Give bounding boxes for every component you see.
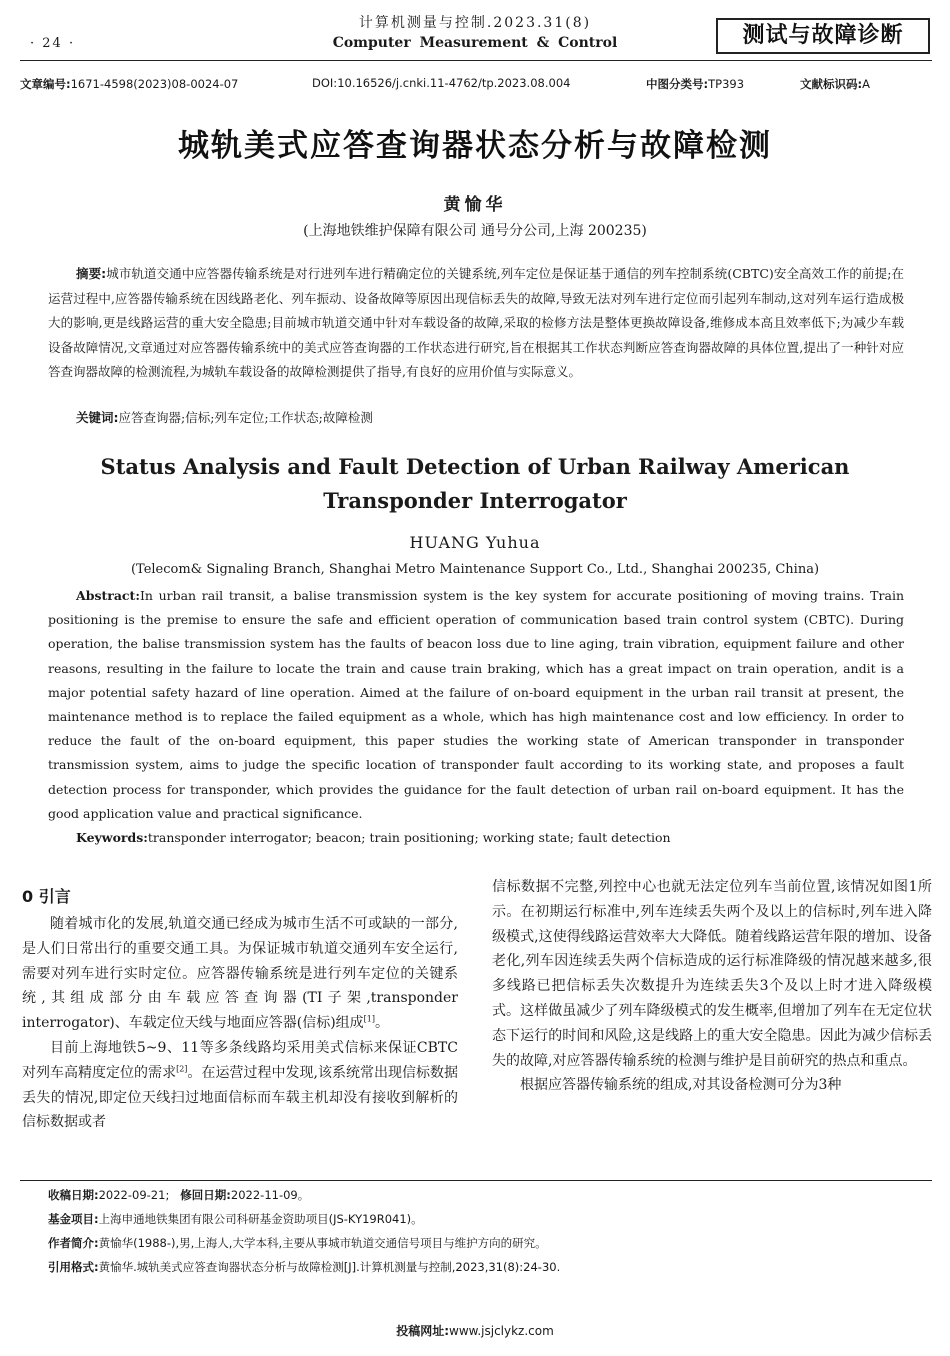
cite-text: 黄愉华.城轨美式应答查询器状态分析与故障检测[J].计算机测量与控制,2023,31(8):24-30.: [98, 1260, 561, 1274]
journal-title-cn: 计算机测量与控制.2023.31(8): [358, 15, 592, 31]
article-number-label: 文章编号:: [20, 77, 71, 91]
page-number: · 24 ·: [30, 36, 76, 51]
revised-label: 修回日期:: [180, 1188, 231, 1202]
received-label: 收稿日期:: [48, 1188, 99, 1202]
abstract-en: [48, 584, 904, 826]
footnote-citation: [48, 1259, 560, 1275]
body-column-right: [492, 875, 932, 1098]
paragraph-tail: 。在运营过程中发现,该系统常出现信标数据丢失的情况,即定位天线扫过地面信标而车载主机却没有接收到解析的信标数据或者: [22, 1064, 459, 1131]
abstract-cn: [48, 262, 904, 385]
keywords-en-label: Keywords:: [76, 830, 148, 845]
keywords-en: [76, 830, 906, 845]
paper-title-en-line-2: Transponder Interrogator: [323, 488, 627, 513]
cite-label: 引用格式:: [48, 1260, 99, 1274]
submission-label: 投稿网址:: [396, 1324, 449, 1338]
fund-text: 上海申通地铁集团有限公司科研基金资助项目(JS-KY19R041)。: [98, 1212, 423, 1226]
affiliation-cn: (上海地铁维护保障有限公司 通号分公司,上海 200235): [303, 223, 647, 239]
footnote-fund: [48, 1211, 423, 1227]
body-paragraph: [22, 912, 458, 1036]
abstract-en-label: Abstract:: [76, 588, 140, 603]
clc-label: 中图分类号:: [646, 77, 709, 91]
footnote-dates: [48, 1187, 309, 1203]
abstract-cn-text: 城市轨道交通中应答器传输系统是对行进列车进行精确定位的关键系统,列车定位是保证基于通信的列车控制系统(CBTC)安全高效工作的前提;在运营过程中,应答器传输系统在因线路老化、列车振动、设备故障等原因出现信标丢失的故障,导致无法对列车进行定位而引起列车制动,这对列车运行造成极大的影响,更是线路运营的重大安全隐患;目前城市轨道交通中针对车载设备的故障,采取的检修方法是整体更换故障设备,维修成本高且效率低下;为减少车载设备故障情况,文章通过对应答器传输系统中的美式应答查询器的工作状态进行研究,旨在根据其工作状态判断应答查询器故障的具体位置,提出了一种针对应答查询器故障的检测流程,为城轨车载设备的故障检测提供了指导,有良好的应用价值与实际意义。: [48, 266, 905, 379]
doi-label: DOI:: [312, 76, 338, 90]
citation-ref[interactable]: [2]: [176, 1064, 188, 1074]
affiliation-en: (Telecom& Signaling Branch, Shanghai Metro Maintenance Support Co., Ltd., Shanghai 200235, China): [130, 562, 820, 577]
column-badge: 测试与故障诊断: [716, 18, 930, 54]
citation-ref[interactable]: [1]: [363, 1014, 376, 1024]
section-heading-introduction: 0 引言: [22, 887, 71, 906]
submission-url[interactable]: [0, 1322, 950, 1339]
article-number: [20, 76, 238, 92]
keywords-en-text: transponder interrogator; beacon; train positioning; working state; fault detection: [147, 830, 671, 845]
clc-value: TP393: [708, 77, 745, 91]
bio-label: 作者简介:: [48, 1236, 99, 1250]
document-code-label: 文献标识码:: [800, 77, 863, 91]
author-cn: 黄愉华: [443, 195, 507, 215]
received-date: 2022-09-21;: [98, 1188, 170, 1202]
paragraph-tail: 。: [375, 1015, 390, 1032]
article-number-value: 1671-4598(2023)08-0024-07: [70, 77, 239, 91]
keywords-cn-text: 应答查询器;信标;列车定位;工作状态;故障检测: [118, 410, 373, 425]
bio-text: 黄愉华(1988-),男,上海人,大学本科,主要从事城市轨道交通信号项目与维护方向的研究。: [98, 1236, 547, 1250]
keywords-cn-label: 关键词:: [76, 410, 119, 425]
footnote-author-bio: [48, 1235, 547, 1251]
clc-number: [646, 76, 744, 92]
body-paragraph: 根据应答器传输系统的组成,对其设备检测可分为3种: [520, 1077, 842, 1094]
abstract-cn-label: 摘要:: [76, 266, 107, 281]
paper-title-cn: 城轨美式应答查询器状态分析与故障检测: [178, 128, 772, 164]
footnote-rule: [20, 1180, 932, 1181]
paragraph-text: 随着城市化的发展,轨道交通已经成为城市生活不可或缺的一部分,是人们日常出行的重要交通工具。为保证城市轨道交通列车安全运行,需要对列车进行实时定位。应答器传输系统是进行列车定位的关键系统,其组成部分由车载应答查询器(TI子架,transponder interrogator)、车载定位天线与地面应答器(信标)组成: [22, 916, 458, 1032]
doi-value[interactable]: 10.16526/j.cnki.11-4762/tp.2023.08.004: [337, 76, 571, 90]
body-paragraph: 信标数据不完整,列控中心也就无法定位列车当前位置,该情况如图1所示。在初期运行标准中,列车连续丢失两个及以上的信标时,列车进入降级模式,这使得线路运营效率大大降低。随着线路运营年限的增加、设备老化,列车因连续丢失两个信标造成的运行标准降级的情况越来越多,很多线路已把信标丢失次数提升为连续丢失3个及以上时才进入降级模式。这样做虽减少了列车降级模式的发生概率,但增加了列车在无定位状态下运行的时间和风险,这是线路上的重大安全隐患。因此为减少信标丢失的故障,对应答器传输系统的检测与维护是目前研究的热点和重点。: [492, 879, 932, 1069]
paper-title-en: [0, 450, 950, 518]
submission-link[interactable]: www.jsjclykz.com: [449, 1324, 554, 1338]
doi[interactable]: [312, 76, 570, 90]
document-code-value: A: [862, 77, 870, 91]
document-code: [800, 76, 870, 92]
paragraph-text: 目前上海地铁5~9、11等多条线路均采用美式信标来保证CBTC对列车高精度定位的需求: [22, 1039, 458, 1081]
body-column-left: [22, 912, 458, 1135]
paper-title-en-line-1: Status Analysis and Fault Detection of Urban Railway American: [100, 454, 850, 479]
header-rule: [20, 60, 932, 61]
keywords-cn: [76, 408, 906, 426]
author-en: HUANG Yuhua: [409, 533, 541, 552]
revised-date: 2022-11-09。: [230, 1188, 310, 1202]
journal-title-en: Computer Measurement & Control: [332, 35, 618, 51]
fund-label: 基金项目:: [48, 1212, 99, 1226]
abstract-en-text: In urban rail transit, a balise transmission system is the key system for accurate positioning of moving trains. Train positioning is the premise to ensure the safe and efficient operation of communication based train control system (CBTC). During operation, the balise transmission system has the faults of beacon loss due to line aging, train vibration, equipment failure and other reasons, resulting in the failure to locate the train and cause train braking, which has a great impact on train operation, andit is a major potential safety hazard of line operation. Aimed at the failure of on-board equipment in the urban rail transit at present, the maintenance method is to replace the failed equipment as a whole, which has high maintenance cost and low efficiency. In order to reduce the fault of the on-board equipment, this paper studies the working state of American transponder in transponder transmission system, aims to judge the specific location of transponder fault according to its working state, and proposes a fault detection process for transponder, which provides the guidance for the fault detection of urban rail on-board equipment. It has the good application value and practical significance.: [48, 588, 904, 821]
body-paragraph: [22, 1036, 458, 1135]
